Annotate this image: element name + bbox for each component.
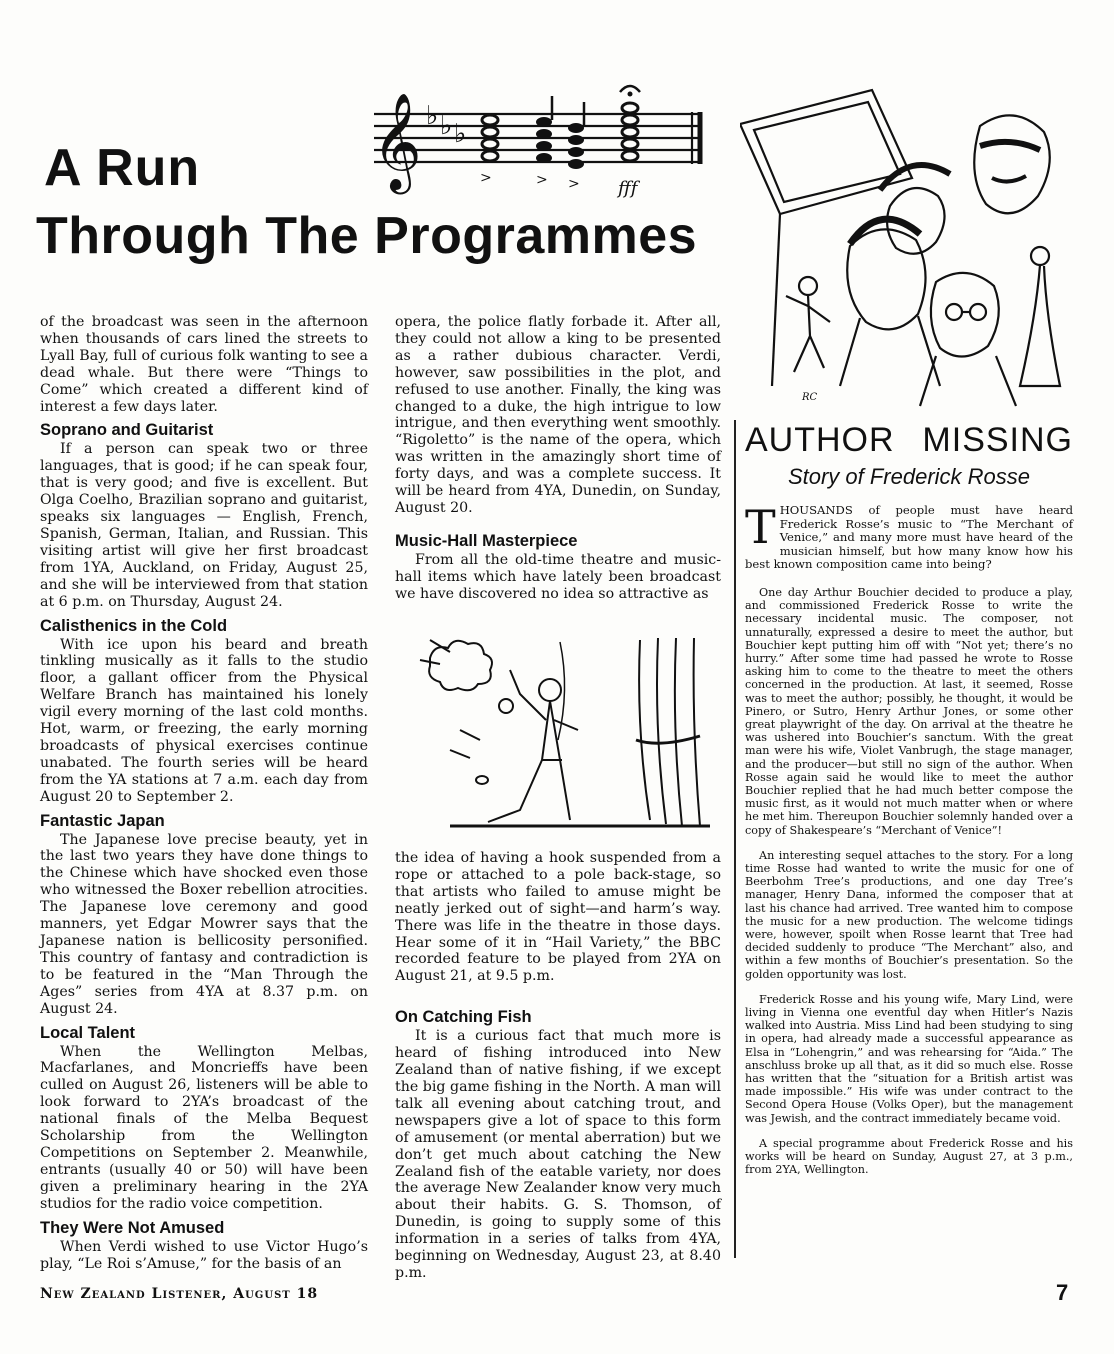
footer-publication: New Zealand Listener, August 18 [40, 1286, 319, 1302]
heading-calisthenics: Calisthenics in the Cold [40, 616, 228, 635]
heading-local-talent: Local Talent [40, 1023, 136, 1042]
svg-text:>: > [536, 172, 548, 188]
column-2-bottom [395, 850, 721, 1282]
theatre-hook-illustration [410, 630, 715, 835]
heading-soprano: Soprano and Guitarist [40, 421, 214, 440]
sidebar-paragraph-4: A special programme about Frederick Rosse and his works will be heard on Sunday, August 27, at 3 p.m., from 2YA, Wellington. [745, 1136, 1073, 1177]
sidebar-title: AUTHOR MISSING [745, 421, 1073, 459]
lead-caps: HOUSANDS [779, 503, 853, 517]
sidebar-author-missing [745, 420, 1073, 1189]
fff-marking: fff [618, 178, 638, 199]
heading-catching-fish: On Catching Fish [395, 1008, 532, 1027]
svg-text:♭: ♭ [454, 119, 467, 149]
sidebar-body [745, 586, 1073, 1177]
sidebar-rule [734, 420, 736, 1258]
music-staff-illustration [368, 84, 708, 204]
column-1-intro: of the broadcast was seen in the afternoon when thousands of cars lined the streets to Lyall Bay, full of curious folk wanting to see a dead whale. But there were “Things to Come” which created a different kind of interest a few days later. [40, 314, 368, 415]
headline-line-1: A Run [44, 139, 201, 197]
svg-text:♭: ♭ [426, 101, 439, 131]
text-local-talent: When the Wellington Melbas, Macfarlanes, and Moncrieffs have been culled on August 26, listeners will be able to look forward to 2YA’s broadcast of the national finals of the Melba Bequest Scholarship from the Wellington Competitions on September 2. Meanwhile, entrants (usually 40 or 50) will have been given a preliminary hearing in the 2YA studios for the radio voice competition. [40, 1043, 368, 1212]
svg-text:>: > [480, 170, 492, 186]
svg-text:>: > [568, 176, 580, 192]
text-music-hall-2: the idea of having a hook suspended from a rope or attached to a pole back-stage, so that artists who failed to amuse might be neatly jerked out of sight—and harm’s way. There was life in the theatre in those days. Hear some of it in “Hail Variety,” the BBC recorded feature to be played from 2YA on August 21, at 9.5 p.m. [395, 850, 721, 985]
sidebar-paragraph-3: Frederick Rosse and his young wife, Mary Lind, were living in Vienna one eventful day when Hitler’s Nazis walked into Austria. Miss Lind had been studying to sing in opera, had already made a successful appearance as Elsa in “Lohengrin,” and was rehearsing for “Aida.” The anschluss broke up all that, as it did so much else. Rosse has written that the “situation for a British artist was made impossible.” His wife was under contract to the Second Opera House (Volks Oper), but the management was Jewish, and the contract immediately became void. [745, 992, 1073, 1125]
text-soprano: If a person can speak two or three languages, that is good; if he can speak four, that is very good; and five is excellent. But Olga Coelho, Brazilian soprano and guitarist, speaks six languages — English, French, Spanish, German, Italian, and Russian. This visiting artist will give her first broadcast from 1YA, Auckland, on Friday, August 25, and she will be interviewed from that station at 6 p.m. on Thursday, August 24. [40, 441, 368, 610]
text-calisthenics: With ice upon his beard and breath tinkling musically as it falls to the studio floor, a gallant officer from the Physical Welfare Branch has maintained his lonely vigil every morning of the last cold months. Hot, warm, or freezing, the early morning broadcasts of physical exercises continue unabated. The fourth series will be heard from the YA stations at 7 a.m. each day from August 20 to September 2. [40, 636, 368, 805]
caricature-illustration [740, 86, 1085, 416]
headline-line-2: Through The Programmes [36, 207, 698, 265]
page-number: 7 [1056, 1280, 1069, 1305]
sidebar-paragraph-2: An interesting sequel attaches to the story. For a long time Rosse had wanted to write the music for one of Beerbohm Tree’s productions, and one day Tree’s manager, Henry Dana, informed the composer that at last his chance had arrived. Tree wanted him to compose the music for a new production. The welcome tidings were, however, spoilt when Rosse learnt that Tree had decided suddenly to produce “The Merchant” also, and within a few months of Bouchier’s presentation. So the golden opportunity was lost. [745, 848, 1073, 981]
sidebar-paragraph-1: One day Arthur Bouchier decided to produce a play, and commissioned Frederick Rosse to write the necessary incidental music. The composer, not unnaturally, expressed a desire to meet the author, but Bouchier kept putting him off with “Not yet; there’s no hurry.” After some time had passed he wrote to Rosse asking him to come to the theatre to meet the others concerned in the production. At last, it seemed, Rosse was to meet the author; possibly, he thought, it would be Pinero, or Sutro, Henry Arthur Jones, or some other great playwright of the day. On arrival at the theatre he was ushered into Bouchier’s sanctum. With the great man were his wife, Violet Vanbrugh, the stage manager, and the producer—but still no sign of the author. When Rosse again said he would like to meet the author Bouchier replied that he had much better compose the music first, as it would not much matter when or where he met him. Thereupon Bouchier solemnly handed over a copy of Shakespeare’s “Merchant of Venice”! [745, 585, 1073, 837]
column-2-top [395, 314, 721, 603]
drop-cap: T [745, 500, 776, 554]
svg-text:𝄞: 𝄞 [372, 92, 422, 190]
artist-initials: RC [802, 392, 818, 403]
column-2-intro: opera, the police flatly forbade it. After all, they could not allow a king to be presented as a rather dubious character. Verdi, however, saw possibilities in the plot, and refused to use another. Finally, the king was changed to a duke, the high intrigue to low intrigue, and then everything went smoothly. “Rigoletto” is the name of the opera, which was written in the amazingly short time of forty days, and was a complete success. It will be heard from 4YA, Dunedin, on Sunday, August 20. [395, 314, 721, 516]
heading-japan: Fantastic Japan [40, 811, 165, 830]
svg-text:♭: ♭ [440, 111, 453, 141]
text-japan: The Japanese love precise beauty, yet in the last two years they have done things to the Chinese which have shocked even those who witnessed the Boxer rebellion atrocities. The Japanese love ceremony and good manners, yet Edgar Mowrer says that the Japanese nation is bellicosity personified. This country of fantasy and contradiction is to be featured in the “Man Through the Ages” series from 4YA at 8.37 p.m. on August 24. [40, 831, 368, 1017]
heading-not-amused: They Were Not Amused [40, 1218, 225, 1237]
sidebar-lead [745, 500, 1073, 572]
heading-music-hall: Music-Hall Masterpiece [395, 531, 578, 550]
column-1 [40, 314, 368, 1272]
lead-text: of people must have heard Frederick Rosse’s music to “The Merchant of Venice,” and many more must have heard of the musician himself, but how many know how his best known composition came into being? [745, 503, 1073, 572]
text-catching-fish: It is a curious fact that much more is heard of fishing introduced into New Zealand than of native fishing, if we except the big game fishing in the North. A man will talk all evening about catching trout, and newspapers give a lot of space to this form of amusement (or mental aberration) but we don’t get much about catching the New Zealand fish of the eatable variety, nor does the average New Zealander know very much about their habits. G. S. Thomson, of Dunedin, is going to supply some of this information in a series of talks from 4YA, beginning on Wednesday, August 23, at 8.40 p.m. [395, 1028, 721, 1281]
sidebar-subtitle: Story of Frederick Rosse [787, 464, 1031, 489]
text-music-hall-1: From all the old-time theatre and music-hall items which have lately been broadcast we have discovered no idea so attractive as [395, 551, 721, 602]
text-not-amused: When Verdi wished to use Victor Hugo’s play, “Le Roi s’Amuse,” for the basis of an [40, 1238, 368, 1272]
